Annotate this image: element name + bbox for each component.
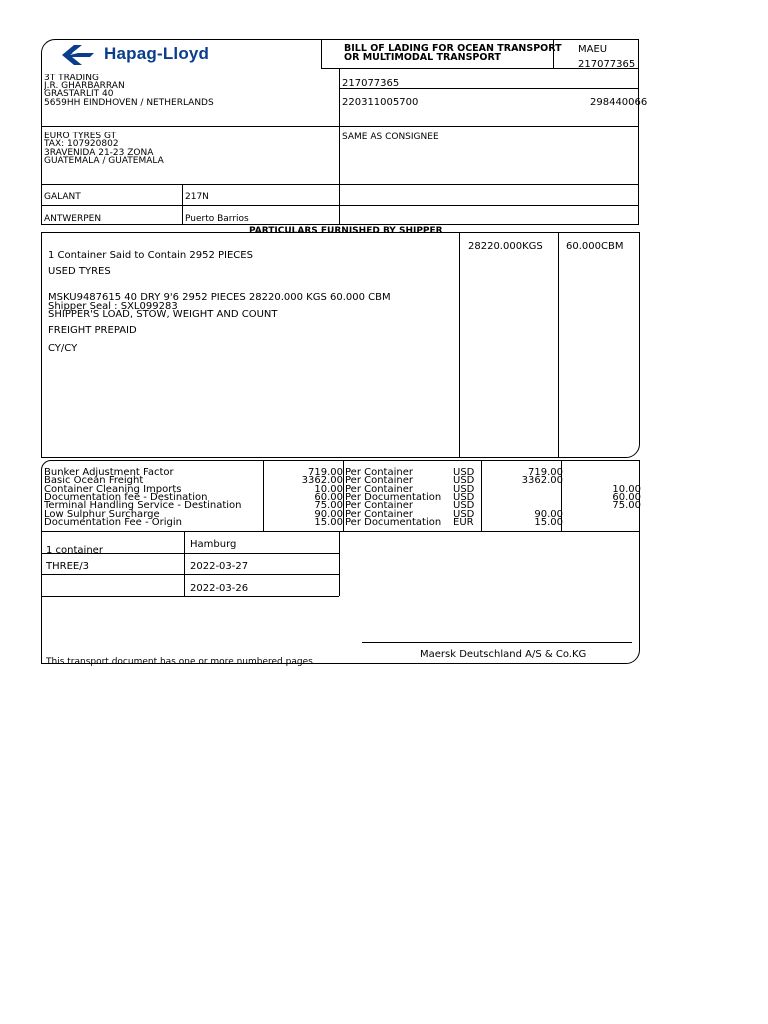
charge-currency: USD bbox=[453, 483, 475, 495]
number-of-originals: THREE/3 bbox=[46, 561, 89, 572]
charge-basis: Per Container bbox=[345, 483, 413, 495]
consignee-line: 3RAVENIDA 21-23 ZONA bbox=[44, 148, 154, 158]
charge-row bbox=[41, 518, 640, 527]
charge-currency: EUR bbox=[453, 516, 474, 528]
charge-description: Bunker Adjustment Factor bbox=[44, 467, 174, 478]
container-count: 1 container bbox=[46, 545, 103, 556]
shipper-line: GRASTARLIT 40 bbox=[44, 89, 114, 99]
charges-table bbox=[41, 468, 640, 530]
charge-basis: Per Container bbox=[345, 508, 413, 520]
charge-prepaid: 719.00 bbox=[528, 467, 563, 478]
charge-rate: 15.00 bbox=[314, 516, 343, 528]
doc-title-line1: BILL OF LADING FOR OCEAN TRANSPORT bbox=[344, 43, 562, 54]
shipper-line: 5659HH EINDHOVEN / NETHERLANDS bbox=[44, 98, 214, 107]
consignee-block bbox=[44, 132, 319, 166]
charge-collect: 10.00 bbox=[612, 483, 641, 495]
shipper-block bbox=[44, 74, 319, 107]
port-of-discharge: Puerto Barrios bbox=[185, 214, 249, 223]
vessel-name: GALANT bbox=[44, 192, 81, 201]
cargo-line: 1 Container Said to Contain 2952 PIECES bbox=[48, 250, 253, 261]
signatory: Maersk Deutschland A/S & Co.KG bbox=[420, 649, 587, 660]
particulars-frame bbox=[41, 232, 640, 458]
charge-currency: USD bbox=[453, 508, 475, 520]
consignee-line: TAX: 107920802 bbox=[44, 139, 119, 149]
charge-currency: USD bbox=[453, 491, 475, 503]
charge-collect: 75.00 bbox=[612, 500, 641, 512]
charge-description: Documentation fee - Destination bbox=[44, 491, 208, 503]
export-reference: 220311005700 bbox=[342, 97, 419, 108]
service-contract: 298440066 bbox=[590, 97, 648, 108]
booking-number: 217077365 bbox=[342, 78, 400, 89]
cargo-line: MSKU9487615 40 DRY 9'6 2952 PIECES 28220.000 KGS 60.000 CBM bbox=[48, 292, 391, 303]
charge-description: Container Cleaning Imports bbox=[44, 483, 182, 495]
pages-note: This transport document has one or more numbered pages bbox=[46, 657, 313, 667]
place-of-issue: Hamburg bbox=[190, 539, 237, 550]
logo-text: Hapag-Lloyd bbox=[104, 44, 210, 63]
gross-weight: 28220.000KGS bbox=[468, 241, 543, 252]
particulars-heading: PARTICULARS FURNISHED BY SHIPPER bbox=[249, 226, 443, 236]
vessel-cell bbox=[44, 191, 174, 201]
charge-rate: 60.00 bbox=[314, 491, 343, 503]
shipper-line: 3T TRADING bbox=[44, 74, 99, 83]
charge-rate: 90.00 bbox=[314, 508, 343, 520]
port-discharge-cell bbox=[185, 213, 315, 223]
charge-basis: Per Container bbox=[345, 467, 413, 478]
charge-basis: Per Documentation bbox=[345, 491, 442, 503]
charge-rate: 10.00 bbox=[314, 483, 343, 495]
notify-party bbox=[342, 132, 542, 142]
carrier-code: MAEU bbox=[578, 44, 608, 55]
notify-text: SAME AS CONSIGNEE bbox=[342, 132, 439, 142]
charge-prepaid: 90.00 bbox=[534, 508, 563, 520]
voyage-number: 217N bbox=[185, 192, 209, 201]
charge-prepaid: 3362.00 bbox=[521, 475, 563, 487]
port-loading-cell bbox=[44, 213, 174, 223]
cargo-line: Shipper Seal : SXL099283 bbox=[48, 301, 178, 312]
charge-description: Terminal Handling Service - Destination bbox=[44, 500, 242, 512]
charge-rate: 719.00 bbox=[308, 467, 343, 478]
charge-rate: 3362.00 bbox=[301, 475, 343, 487]
charge-description: Basic Ocean Freight bbox=[44, 475, 144, 487]
charge-currency: USD bbox=[453, 475, 475, 487]
port-of-loading: ANTWERPEN bbox=[44, 214, 102, 223]
charge-description: Documentation Fee - Origin bbox=[44, 516, 182, 528]
cargo-line: SHIPPER'S LOAD, STOW, WEIGHT AND COUNT bbox=[48, 309, 278, 320]
voyage-cell bbox=[185, 191, 315, 201]
consignee-line: EURO TYRES GT bbox=[44, 132, 117, 141]
date-of-issue: 2022-03-27 bbox=[190, 561, 249, 572]
measurement: 60.000CBM bbox=[566, 241, 624, 252]
shipped-on-board-date: 2022-03-26 bbox=[190, 583, 249, 594]
shipper-line: J.R. GHARBARRAN bbox=[44, 81, 125, 91]
charge-basis: Per Container bbox=[345, 475, 413, 487]
cargo-line: FREIGHT PREPAID bbox=[48, 325, 137, 336]
charge-basis: Per Documentation bbox=[345, 516, 442, 528]
cargo-line: CY/CY bbox=[48, 343, 78, 354]
bl-number: 217077365 bbox=[578, 59, 636, 70]
charge-basis: Per Container bbox=[345, 500, 413, 512]
charge-description: Low Sulphur Surcharge bbox=[44, 508, 160, 520]
consignee-line: GUATEMALA / GUATEMALA bbox=[44, 156, 164, 166]
signature-line bbox=[362, 642, 632, 643]
charge-rate: 75.00 bbox=[314, 500, 343, 512]
charge-prepaid: 15.00 bbox=[534, 516, 563, 528]
charge-currency: USD bbox=[453, 500, 475, 512]
cargo-line: USED TYRES bbox=[48, 266, 111, 277]
charge-collect: 60.00 bbox=[612, 491, 641, 503]
charge-currency: USD bbox=[453, 467, 475, 478]
doc-title-line2: OR MULTIMODAL TRANSPORT bbox=[344, 52, 501, 63]
